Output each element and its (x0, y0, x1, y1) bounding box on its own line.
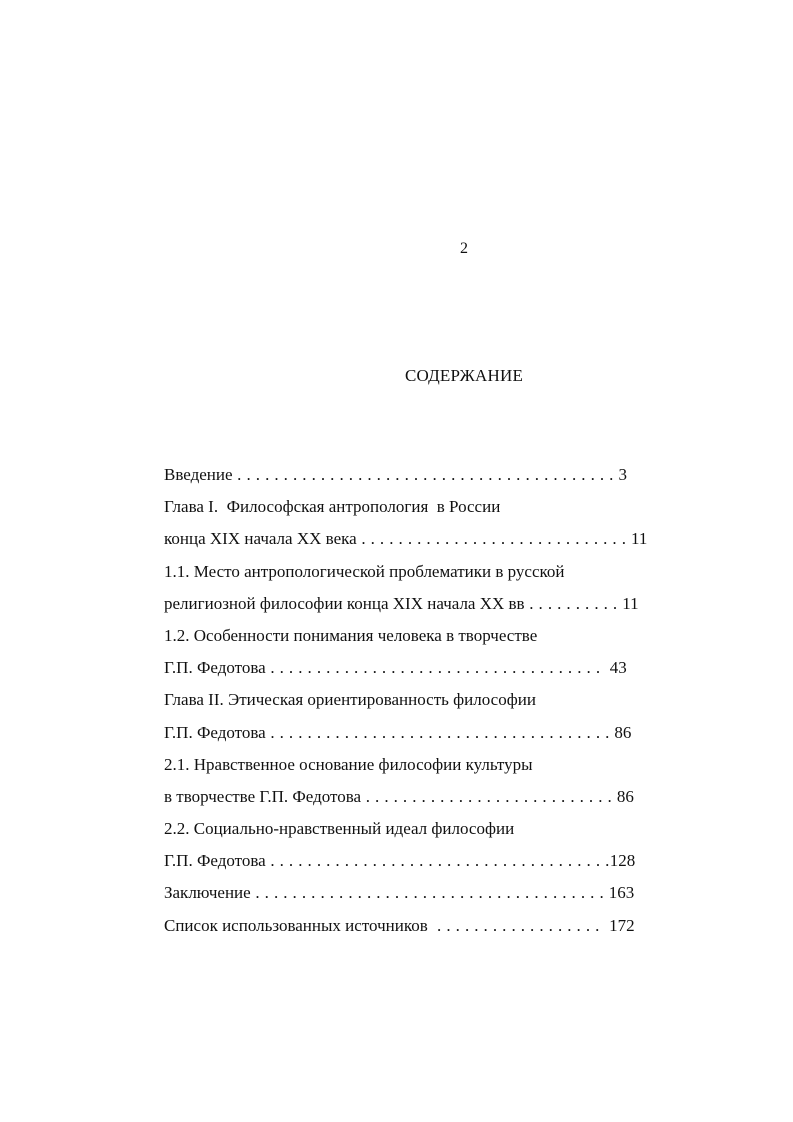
toc-entry-title: Г.П. Федотова (164, 658, 266, 678)
dot-leader: . . . . . . . . . . . . . . . . . . . . . . . . . . . . . . . . . . . . . (265, 722, 615, 742)
table-of-contents (164, 459, 724, 942)
toc-entry-conclusion (164, 877, 724, 909)
toc-entry-chapter-1-cont (164, 523, 724, 555)
toc-entry-chapter-1 (164, 491, 724, 523)
toc-page-number: 11 (631, 529, 648, 549)
page-number: 2 (460, 240, 468, 257)
toc-entry-title: 1.2. Особенности понимания человека в творчестве (164, 625, 538, 645)
toc-entry-section-2-1-cont (164, 781, 724, 813)
dot-leader: . . . . . . . . . . (524, 593, 623, 613)
toc-entry-section-1-1-cont (164, 588, 724, 620)
toc-entry-title: Введение (164, 465, 233, 484)
toc-entry-title: Г.П. Федотова (164, 851, 266, 871)
toc-entry-title: конца XIX начала XX века (164, 529, 357, 549)
toc-entry-title: Глава II. Этическая ориентированность философии (164, 690, 536, 710)
toc-page-number: 163 (608, 883, 635, 903)
dot-leader: . . . . . . . . . . . . . . . . . . . . . . . . . . . . . (356, 529, 632, 549)
toc-entry-title: 1.1. Место антропологической проблематики в русской (164, 561, 565, 581)
toc-page-number: 43 (609, 658, 627, 678)
toc-entry-title: 2.1. Нравственное основание философии культуры (164, 754, 533, 774)
toc-entry-introduction (164, 459, 724, 491)
toc-entry-references (164, 910, 724, 942)
toc-page-number: 86 (616, 786, 634, 806)
page-title: СОДЕРЖАНИЕ (404, 366, 524, 385)
toc-entry-title: Список использованных источников (164, 915, 428, 935)
toc-entry-section-1-2 (164, 620, 724, 652)
toc-entry-chapter-2 (164, 684, 724, 716)
toc-page-number: 3 (618, 465, 627, 484)
toc-entry-section-2-2 (164, 813, 724, 845)
toc-entry-title: Г.П. Федотова (164, 722, 266, 742)
dot-leader: . . . . . . . . . . . . . . . . . . (427, 915, 610, 935)
toc-entry-title: 2.2. Социально-нравственный идеал философии (164, 819, 515, 839)
toc-entry-chapter-2-cont (164, 717, 724, 749)
dot-leader: . . . . . . . . . . . . . . . . . . . . . . . . . . . (361, 786, 617, 806)
toc-entry-section-2-1 (164, 749, 724, 781)
toc-entry-section-1-2-cont (164, 652, 724, 684)
toc-entry-title: Глава I. Философская антропология в России (164, 497, 501, 517)
toc-entry-title: религиозной философии конца XIX начала XX вв (164, 593, 525, 613)
toc-entry-title: в творчестве Г.П. Федотова (164, 786, 362, 806)
dot-leader: . . . . . . . . . . . . . . . . . . . . . . . . . . . . . . . . . . . . . . . . . (232, 465, 619, 484)
toc-entry-section-1-1 (164, 556, 724, 588)
dot-leader: . . . . . . . . . . . . . . . . . . . . . . . . . . . . . . . . . . . . (265, 658, 610, 678)
toc-page-number: 11 (622, 593, 639, 613)
toc-page-number: 172 (609, 915, 635, 935)
toc-entry-title: Заключение (164, 883, 251, 903)
toc-page-number: 86 (614, 722, 632, 742)
dot-leader: . . . . . . . . . . . . . . . . . . . . . . . . . . . . . . . . . . . . . . (250, 883, 609, 903)
dot-leader: . . . . . . . . . . . . . . . . . . . . . . . . . . . . . . . . . . . . . (265, 851, 610, 871)
toc-page-number: 128 (609, 851, 636, 871)
toc-entry-section-2-2-cont (164, 845, 724, 877)
